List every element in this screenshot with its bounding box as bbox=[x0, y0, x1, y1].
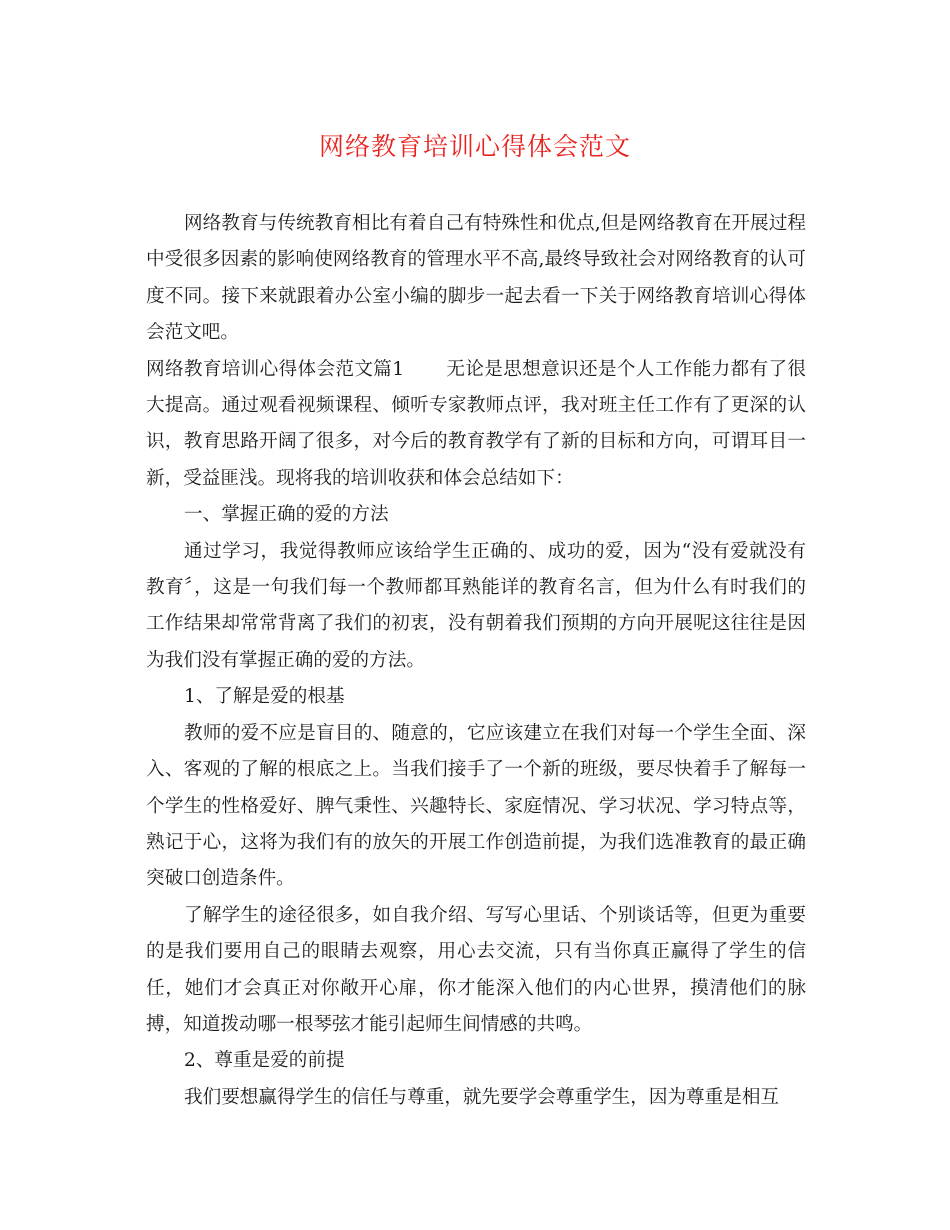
paragraph-4: 我们要想赢得学生的信任与尊重，就先要学会尊重学生，因为尊重是相互 bbox=[184, 1086, 780, 1108]
section-text: 无论是思想意识还是个人工作能力都有了很大提高。通过观看视频课程、倾听专家教师点评，我对班主任工作有了更深的认识，教育思路开阔了很多，对今后的教育教学有了新的目标和方向，可谓耳目一新，受益匪浅。现将我的培训收获和体会总结如下： bbox=[146, 358, 806, 489]
subheading-1: 1、了解是爱的根基 bbox=[184, 686, 345, 708]
section-paragraph bbox=[146, 352, 806, 498]
paragraph-3: 了解学生的途径很多，如自我介绍、写写心里话、个别谈话等，但更为重要的是我们要用自己的眼睛去观察，用心去交流，只有当你真正赢得了学生的信任，她们才会真正对你敞开心扉，你才能深入他们的内心世界，摸清他们的脉搏，知道拨动哪一根琴弦才能引起师生间情感的共鸣。 bbox=[146, 904, 806, 1035]
document-title: 网络教育培训心得体会范文 bbox=[318, 132, 631, 161]
paragraph-2: 教师的爱不应是盲目的、随意的，它应该建立在我们对每一个学生全面、深入、客观的了解的根底之上。当我们接手了一个新的班级，要尽快着手了解每一个学生的性格爱好、脾气秉性、兴趣特长、家庭情况、学习状况、学习特点等，熟记于心，这将为我们有的放矢的开展工作创造前提，为我们选准教育的最正确突破口创造条件。 bbox=[146, 722, 806, 890]
subheading-2: 2、尊重是爱的前提 bbox=[184, 1050, 345, 1072]
document-body bbox=[146, 206, 806, 1116]
heading-1: 一、掌握正确的爱的方法 bbox=[184, 504, 389, 526]
paragraph-1: 通过学习，我觉得教师应该给学生正确的、成功的爱，因为“没有爱就没有教育〞，这是一句我们每一个教师都耳熟能详的教育名言，但为什么有时我们的工作结果却常常背离了我们的初衷，没有朝着我们预期的方向开展呢这往往是因为我们没有掌握正确的爱的方法。 bbox=[146, 540, 806, 671]
section-label: 网络教育培训心得体会范文篇1 bbox=[146, 358, 405, 380]
intro-paragraph: 网络教育与传统教育相比有着自己有特殊性和优点,但是网络教育在开展过程中受很多因素的影响使网络教育的管理水平不高,最终导致社会对网络教育的认可度不同。接下来就跟着办公室小编的脚步一起去看一下关于网络教育培训心得体会范文吧。 bbox=[146, 213, 806, 344]
